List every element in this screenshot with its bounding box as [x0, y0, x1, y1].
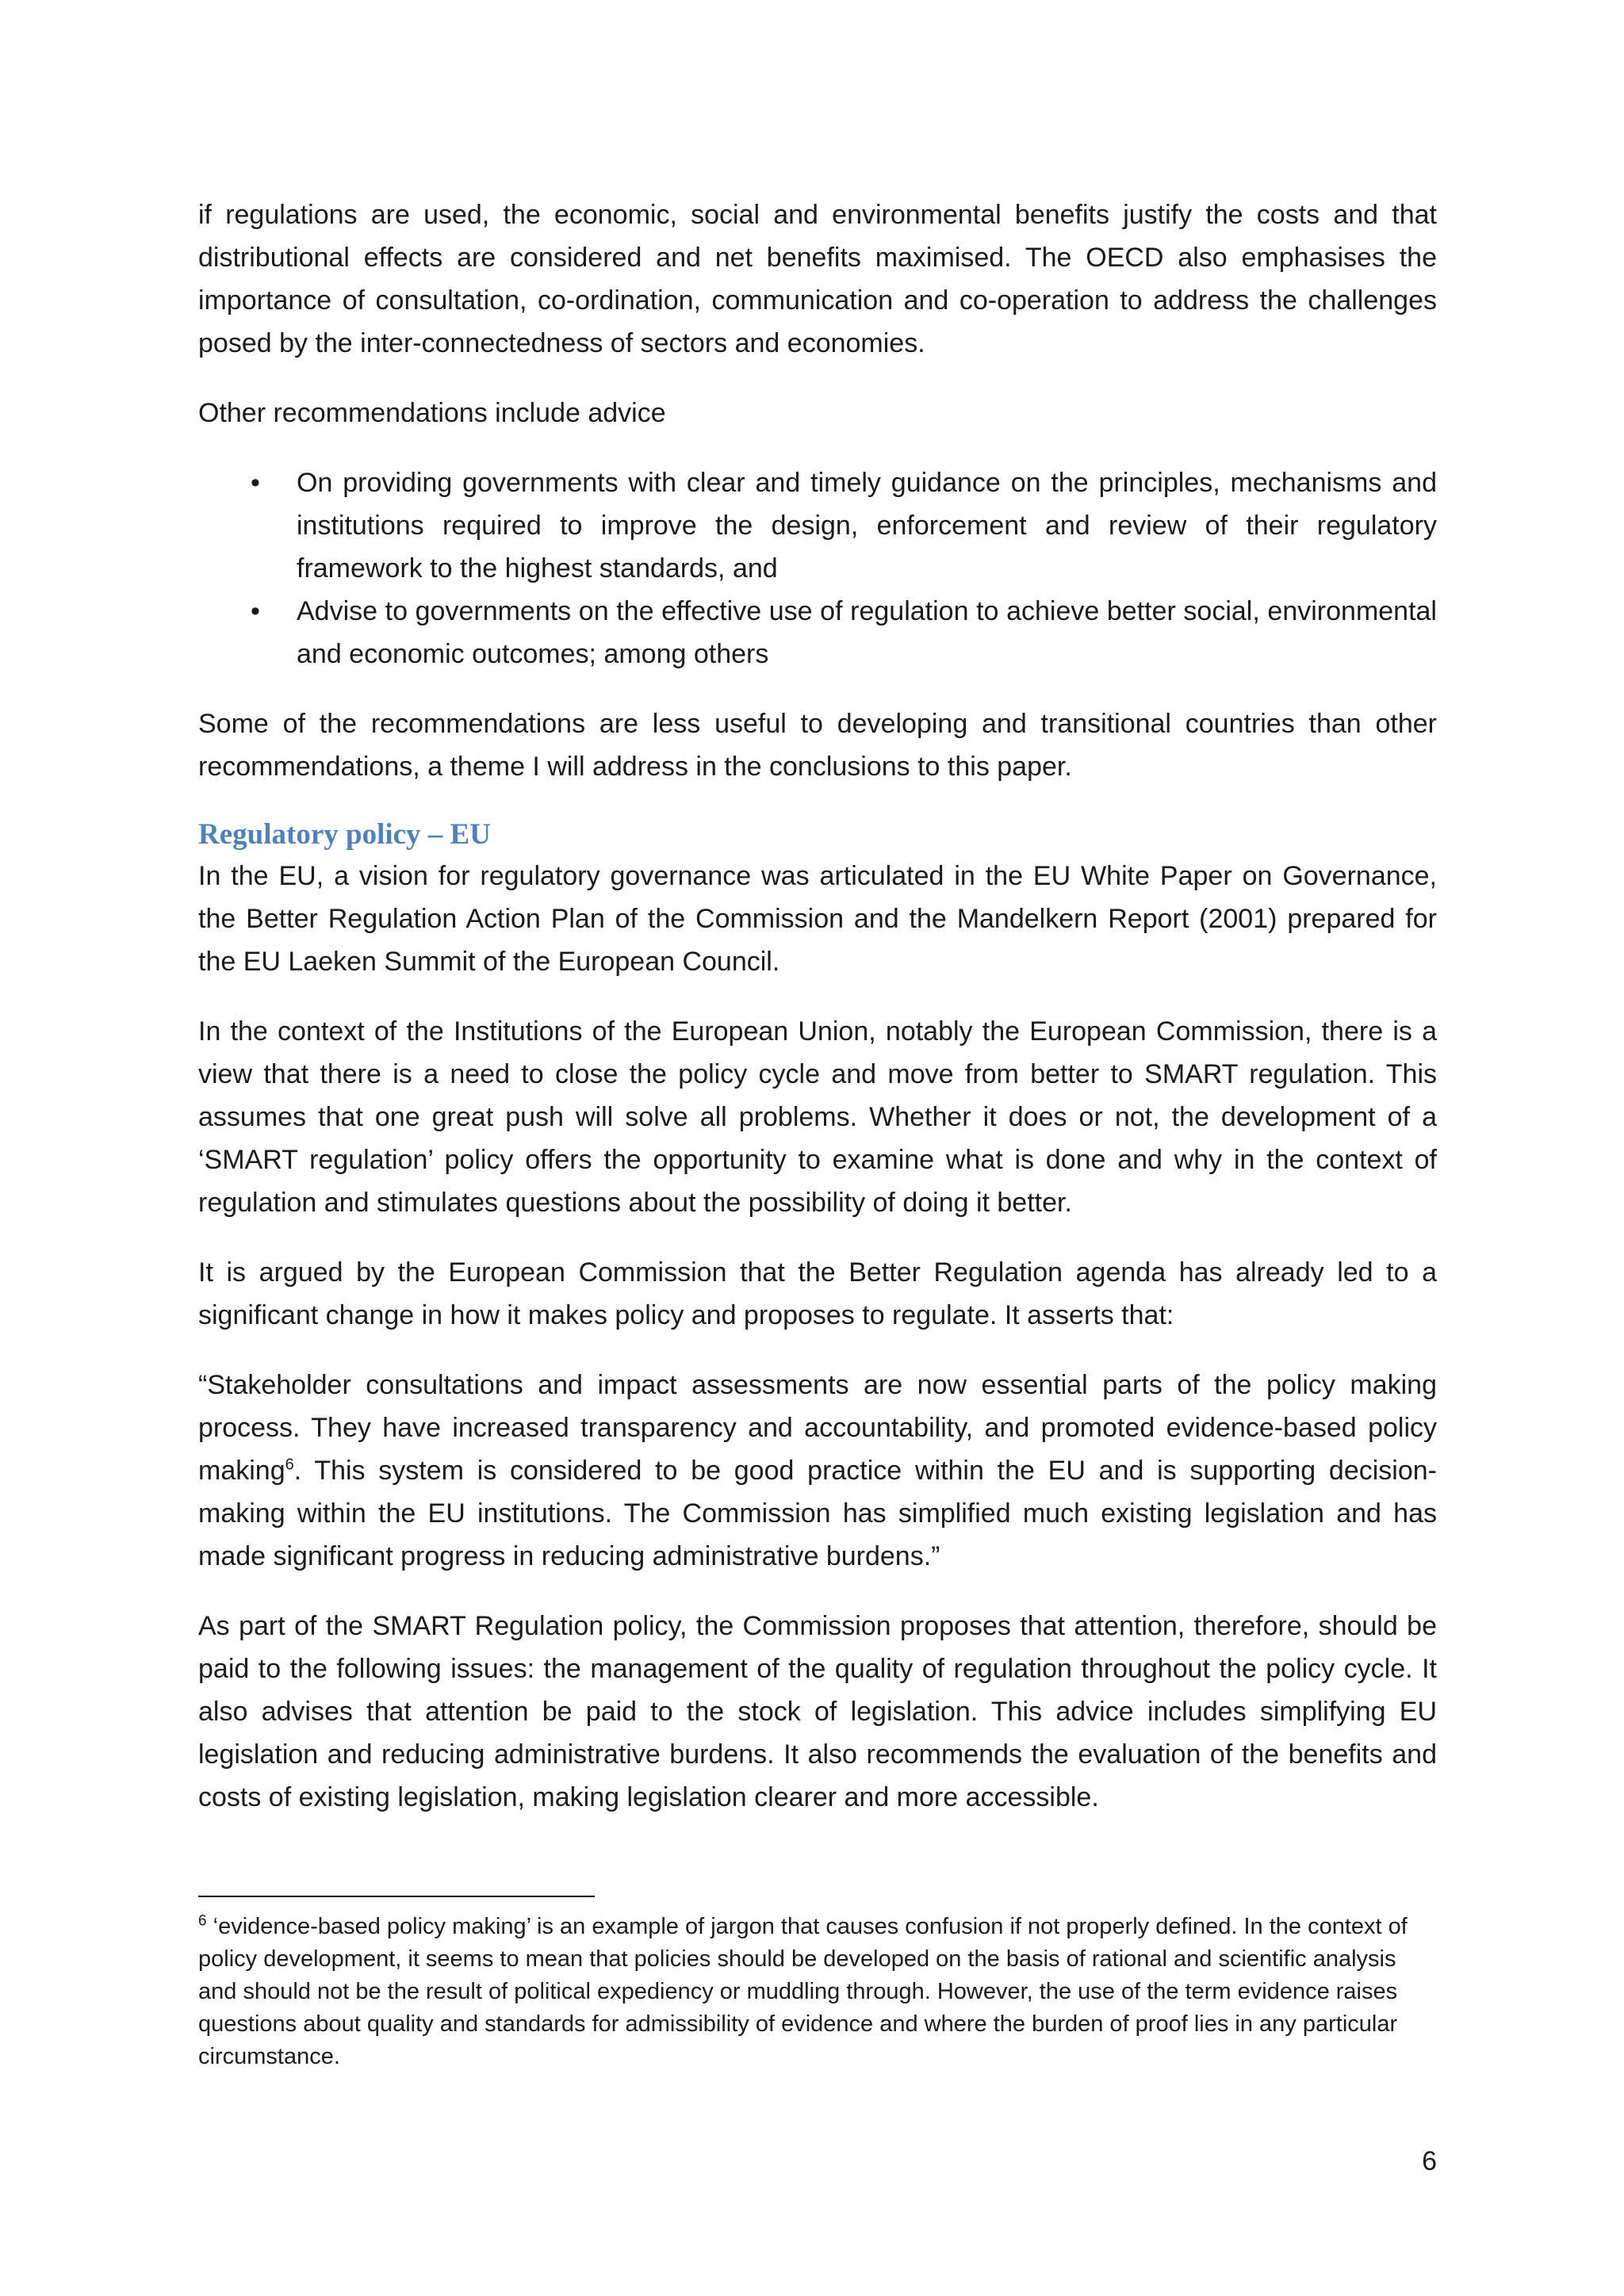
paragraph-eu-vision: In the EU, a vision for regulatory governance was articulated in the EU White Paper on Governance, the Better Regulation Action Plan of the Commission and the Mandelkern Report (2001) prepared for the EU Laeken Summit of the European Council. — [198, 861, 1437, 977]
page-number: 6 — [1422, 2146, 1437, 2176]
list-item — [198, 590, 1437, 675]
paragraph-intro: if regulations are used, the economic, social and environmental benefits justify the costs and that distributional effects are considered and net benefits maximised. The OECD also emphasises the importance of consultation, co-ordination, communication and co-operation to address the challenges posed by the inter-connectedness of sectors and economies. — [198, 200, 1437, 358]
paragraph-argued: It is argued by the European Commission that the Better Regulation agenda has already led to a significant change in how it makes policy and proposes to regulate. It asserts that: — [198, 1257, 1437, 1330]
paragraph-eu-context: In the context of the Institutions of the European Union, notably the European Commission, there is a view that there is a need to close the policy cycle and move from better to SMART regulation. This assumes that one great push will solve all problems. Whether it does or not, the development of a ‘SMART regulation’ policy offers the opportunity to examine what is done and why in the context of regulation and stimulates questions about the possibility of doing it better. — [198, 1016, 1437, 1218]
paragraph-other-recommendations: Other recommendations include advice — [198, 398, 666, 428]
list-item-text: Advise to governments on the effective use of regulation to achieve better social, environmental and economic outcomes; among others — [297, 596, 1437, 669]
paragraph-smart-policy: As part of the SMART Regulation policy, the Commission proposes that attention, therefore, should be paid to the following issues: the management of the quality of regulation throughout the policy cycle. It also advises that attention be paid to the stock of legislation. This advice includes simplifying EU legislation and reducing administrative burdens. It also recommends the evaluation of the benefits and costs of existing legislation, making legislation clearer and more accessible. — [198, 1611, 1437, 1812]
page-body — [198, 193, 1437, 1819]
list-item — [198, 461, 1437, 590]
list-item-text: On providing governments with clear and timely guidance on the principles, mechanisms and institutions required to improve the design, enforcement and review of their regulatory framework to the highest standards, and — [297, 468, 1437, 584]
footnote-separator — [198, 1896, 595, 1897]
section-heading: Regulatory policy – EU — [198, 818, 491, 851]
footnote-text: ‘evidence-based policy making’ is an example of jargon that causes confusion if not properly defined. In the context of policy development, it seems to mean that policies should be developed on the basis of rational and scientific analysis and should not be the result of political expediency or muddling through. However, the use of the term evidence raises questions about quality and standards for admissibility of evidence and where the burden of proof lies in any particular circumstance. — [198, 1914, 1408, 2069]
footnote-reference[interactable]: 6 — [285, 1456, 294, 1474]
quote-text-part1: “Stakeholder consultations and impact assessments are now essential parts of the policy making process. They have increased transparency and accountability, and promoted evidence-based policy making — [198, 1370, 1437, 1486]
footnote — [198, 1911, 1437, 2073]
quote-text-part2: . This system is considered to be good practice within the EU and is supporting decision-making within the EU institutions. The Commission has simplified much existing legislation and has made significant progress in reducing administrative burdens.” — [198, 1456, 1437, 1571]
bullet-icon: • — [251, 596, 260, 626]
recommendations-list — [198, 461, 1437, 675]
paragraph-less-useful: Some of the recommendations are less useful to developing and transitional countries than other recommendations, a theme I will address in the conclusions to this paper. — [198, 709, 1437, 782]
paragraph-quote — [198, 1364, 1437, 1578]
bullet-icon: • — [251, 468, 260, 498]
footnote-number: 6 — [198, 1912, 207, 1930]
